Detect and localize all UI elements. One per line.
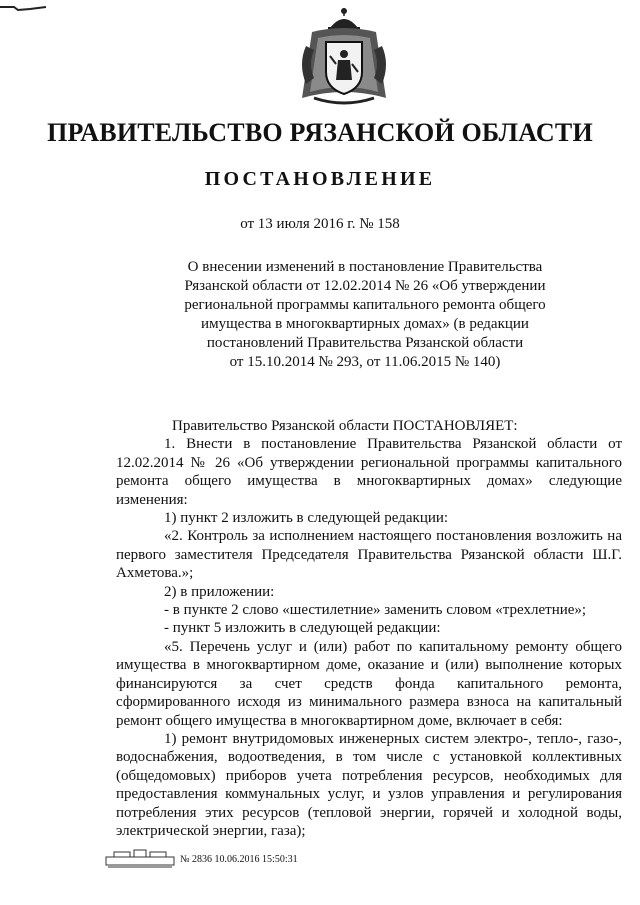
subject-line: региональной программы капитального ремонта общего bbox=[184, 297, 546, 313]
government-title: ПРАВИТЕЛЬСТВО РЯЗАНСКОЙ ОБЛАСТИ bbox=[47, 118, 593, 147]
body-paragraph: 1) пункт 2 изложить в следующей редакции: bbox=[164, 510, 449, 527]
document-subject bbox=[160, 258, 570, 372]
body-paragraph: - в пункте 2 слово «шестилетние» заменить словом «трехлетние»; bbox=[164, 602, 587, 619]
body-paragraph: 1) ремонт внутридомовых инженерных систем электро-, тепло-, газо-, водоснабжения, водоотведения, в том числе с установкой коллективных (общедомовых) приборов учета потребления ресурсов, необходимых для предоставления коммунальных услуг, и узлов управления и регулирования потребления этих ресурсов (тепловой энергии, горячей и холодной воды, электрической энергии, газа); bbox=[116, 730, 622, 839]
document-body bbox=[116, 417, 622, 840]
body-paragraph: - пункт 5 изложить в следующей редакции: bbox=[164, 620, 441, 637]
body-paragraph: «2. Контроль за исполнением настоящего постановления возложить на первого заместителя Председателя Правительства Рязанской области Ш.Г. Ахметова.»; bbox=[116, 528, 622, 582]
footer-registration bbox=[104, 848, 298, 870]
subject-line: Рязанской области от 12.02.2014 № 26 «Об утверждении bbox=[184, 278, 546, 294]
document-type: ПОСТАНОВЛЕНИЕ bbox=[204, 168, 436, 190]
body-paragraph: 2) в приложении: bbox=[164, 583, 275, 600]
document-date-number: от 13 июля 2016 г. № 158 bbox=[240, 216, 400, 232]
subject-line: постановлений Правительства Рязанской области bbox=[206, 335, 524, 351]
coat-of-arms-icon bbox=[292, 6, 396, 110]
scan-artifact bbox=[0, 4, 48, 14]
printing-house-logo-icon bbox=[104, 849, 176, 869]
resolution-lead: Правительство Рязанской области ПОСТАНОВЛЯЕТ: bbox=[172, 418, 518, 434]
subject-line: от 15.10.2014 № 293, от 11.06.2015 № 140) bbox=[229, 354, 501, 370]
body-paragraph: 1. Внести в постановление Правительства Рязанской области от 12.02.2014 № 26 «Об утверждении региональной программы капитального ремонта общего имущества в многоквартирных домах» следующие изменения: bbox=[116, 436, 622, 508]
body-paragraph: «5. Перечень услуг и (или) работ по капитальному ремонту общего имущества в многоквартирном доме, оказание и (или) выполнение которых финансируются за счет средств фонда капитального ремонта, сформированного исходя из минимального размера взноса на капитальный ремонт общего имущества в многоквартирном доме, включает в себя: bbox=[116, 638, 622, 729]
subject-line: имущества в многоквартирных домах» (в редакции bbox=[201, 316, 529, 332]
subject-line: О внесении изменений в постановление Правительства bbox=[187, 259, 543, 275]
registration-number-timestamp: № 2836 10.06.2016 15:50:31 bbox=[180, 853, 298, 865]
